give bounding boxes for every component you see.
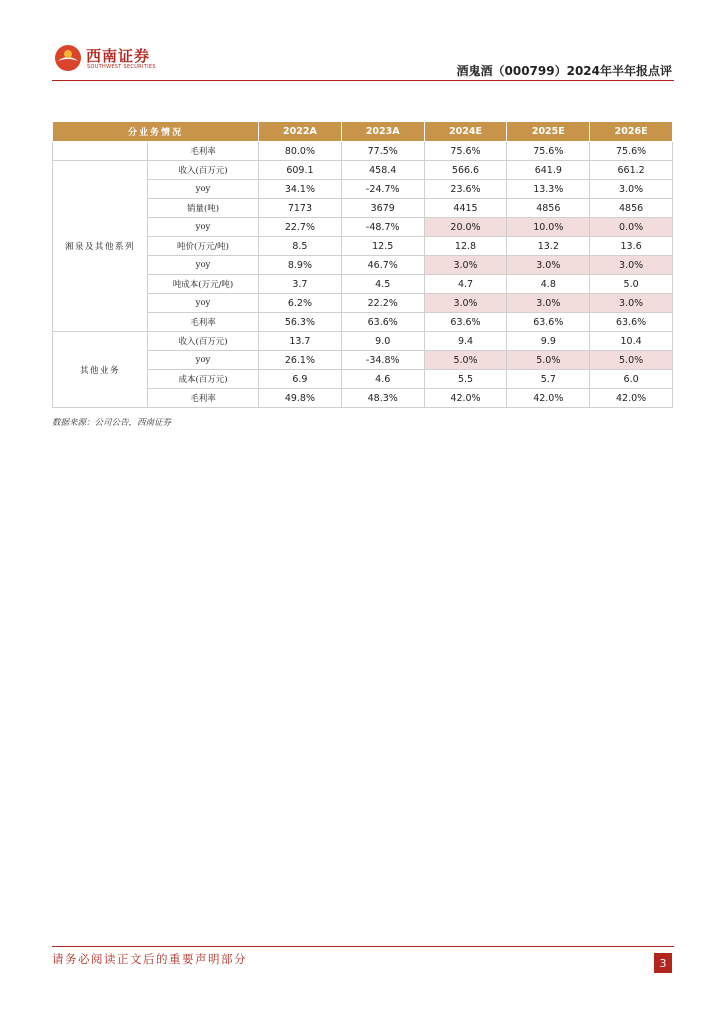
metric-label: 毛利率 [148, 142, 259, 161]
highlighted-value-cell: 20.0% [424, 218, 507, 237]
highlighted-value-cell: 5.0% [590, 351, 673, 370]
value-cell: 26.1% [259, 351, 342, 370]
value-cell: 42.0% [590, 389, 673, 408]
value-cell: 46.7% [341, 256, 424, 275]
segment-label: 其他业务 [53, 332, 148, 408]
segment-label: 湘泉及其他系列 [53, 161, 148, 332]
value-cell: 13.6 [590, 237, 673, 256]
highlighted-value-cell: 5.0% [424, 351, 507, 370]
value-cell: 9.9 [507, 332, 590, 351]
value-cell: 7173 [259, 199, 342, 218]
table-row [53, 142, 673, 161]
value-cell: 3.7 [259, 275, 342, 294]
value-cell: 12.5 [341, 237, 424, 256]
metric-label: 收入(百万元) [148, 332, 259, 351]
highlighted-value-cell: 0.0% [590, 218, 673, 237]
year-header: 2025E [507, 122, 590, 142]
logo-name-en: SOUTHWEST SECURITIES [87, 64, 156, 70]
highlighted-value-cell: 3.0% [424, 294, 507, 313]
highlighted-value-cell: 3.0% [590, 256, 673, 275]
value-cell: 12.8 [424, 237, 507, 256]
highlighted-value-cell: 5.0% [507, 351, 590, 370]
value-cell: 6.9 [259, 370, 342, 389]
value-cell: -34.8% [341, 351, 424, 370]
value-cell: 48.3% [341, 389, 424, 408]
highlighted-value-cell: 3.0% [424, 256, 507, 275]
highlighted-value-cell: 3.0% [507, 294, 590, 313]
metric-label: 吨成本(万元/吨) [148, 275, 259, 294]
metric-label: yoy [148, 180, 259, 199]
value-cell: 5.0 [590, 275, 673, 294]
value-cell: 9.4 [424, 332, 507, 351]
logo-emblem-icon [54, 44, 82, 72]
value-cell: 42.0% [424, 389, 507, 408]
highlighted-value-cell: 3.0% [590, 294, 673, 313]
value-cell: 5.5 [424, 370, 507, 389]
value-cell: 10.4 [590, 332, 673, 351]
value-cell: 3.0% [590, 180, 673, 199]
logo-name-cn: 西南证券 [86, 47, 151, 65]
value-cell: 34.1% [259, 180, 342, 199]
segment-forecast-table [52, 121, 673, 408]
metric-label: yoy [148, 256, 259, 275]
year-header: 2024E [424, 122, 507, 142]
metric-label: 毛利率 [148, 389, 259, 408]
value-cell: 23.6% [424, 180, 507, 199]
metric-label: 销量(吨) [148, 199, 259, 218]
value-cell: 75.6% [590, 142, 673, 161]
value-cell: 6.2% [259, 294, 342, 313]
table-row [53, 332, 673, 351]
highlighted-value-cell: 3.0% [507, 256, 590, 275]
value-cell: 22.7% [259, 218, 342, 237]
value-cell: 63.6% [341, 313, 424, 332]
value-cell: 13.7 [259, 332, 342, 351]
value-cell: 458.4 [341, 161, 424, 180]
highlighted-value-cell: 10.0% [507, 218, 590, 237]
value-cell: 77.5% [341, 142, 424, 161]
value-cell: 8.5 [259, 237, 342, 256]
value-cell: 80.0% [259, 142, 342, 161]
value-cell: 4.5 [341, 275, 424, 294]
year-header: 2022A [259, 122, 342, 142]
year-header: 2023A [341, 122, 424, 142]
page-number: 3 [654, 953, 672, 973]
header-divider [52, 80, 674, 81]
value-cell: 75.6% [507, 142, 590, 161]
value-cell: -48.7% [341, 218, 424, 237]
value-cell: 4.8 [507, 275, 590, 294]
table-header-row [53, 122, 673, 142]
value-cell: 49.8% [259, 389, 342, 408]
value-cell: 661.2 [590, 161, 673, 180]
report-title: 酒鬼酒（000799）2024年半年报点评 [456, 64, 672, 78]
value-cell: 63.6% [590, 313, 673, 332]
company-logo [54, 44, 194, 74]
value-cell: 6.0 [590, 370, 673, 389]
corner-header: 分业务情况 [53, 122, 259, 142]
value-cell: 566.6 [424, 161, 507, 180]
value-cell: 4856 [507, 199, 590, 218]
value-cell: 8.9% [259, 256, 342, 275]
value-cell: 4415 [424, 199, 507, 218]
metric-label: yoy [148, 218, 259, 237]
value-cell: 4856 [590, 199, 673, 218]
value-cell: 609.1 [259, 161, 342, 180]
source-note: 数据来源：公司公告，西南证券 [52, 418, 172, 428]
footer-divider [52, 946, 674, 947]
table-row [53, 161, 673, 180]
metric-label: 成本(百万元) [148, 370, 259, 389]
metric-label: yoy [148, 351, 259, 370]
metric-label: 吨价(万元/吨) [148, 237, 259, 256]
year-header: 2026E [590, 122, 673, 142]
value-cell: 75.6% [424, 142, 507, 161]
metric-label: 收入(百万元) [148, 161, 259, 180]
value-cell: 641.9 [507, 161, 590, 180]
value-cell: 13.3% [507, 180, 590, 199]
footer-disclaimer: 请务必阅读正文后的重要声明部分 [52, 952, 247, 966]
value-cell: 3679 [341, 199, 424, 218]
metric-label: 毛利率 [148, 313, 259, 332]
value-cell: 63.6% [424, 313, 507, 332]
value-cell: 42.0% [507, 389, 590, 408]
value-cell: 9.0 [341, 332, 424, 351]
metric-label: yoy [148, 294, 259, 313]
empty-segment-cell [53, 142, 148, 161]
value-cell: 4.6 [341, 370, 424, 389]
table-body [53, 142, 673, 408]
value-cell: 63.6% [507, 313, 590, 332]
value-cell: 13.2 [507, 237, 590, 256]
value-cell: 56.3% [259, 313, 342, 332]
value-cell: 4.7 [424, 275, 507, 294]
value-cell: 22.2% [341, 294, 424, 313]
value-cell: -24.7% [341, 180, 424, 199]
value-cell: 5.7 [507, 370, 590, 389]
